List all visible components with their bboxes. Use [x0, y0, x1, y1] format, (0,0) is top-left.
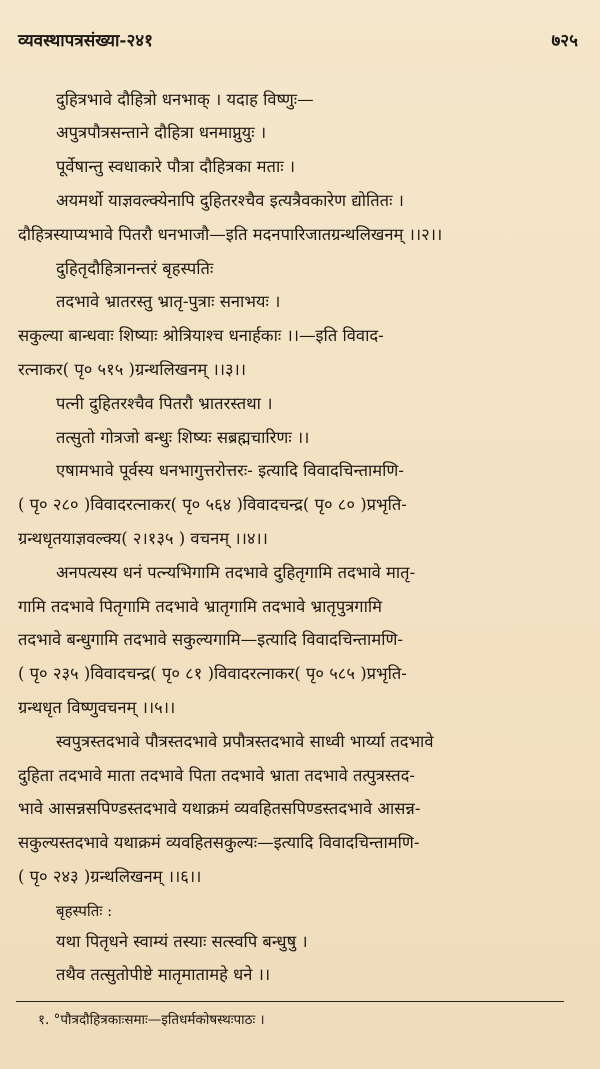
text-line: गामि तदभावे पितृगामि तदभावे भ्रातृगामि तदभावे भ्रातृपुत्रगामि	[18, 597, 383, 616]
text-line: दुहिता तदभावे माता तदभावे पिता तदभावे भ्राता तदभावे तत्पुत्रस्तद-	[18, 766, 415, 785]
text-line: सकुल्यस्तदभावे यथाक्रमं व्यवहितसकुल्यः—इत्यादि विवादचिन्तामणि-	[18, 833, 420, 852]
text-line: ग्रन्थधृतयाज्ञवल्क्य( २।१३५ ) वचनम् ।।४।।	[18, 529, 268, 548]
text-line: अनपत्यस्य धनं पत्न्यभिगामि तदभावे दुहितृगामि तदभावे मातृ-	[56, 563, 416, 582]
text-line: दुहितृदौहित्रानन्तरं बृहस्पतिः	[56, 259, 214, 278]
text-line: रत्नाकर( पृ० ५१५ )ग्रन्थलिखनम् ।।३।।	[18, 360, 247, 379]
text-line: ( पृ० २८० )विवादरत्नाकर( पृ० ५६४ )विवादचन्द्र( पृ० ८० )प्रभृति-	[18, 495, 407, 514]
verse-line: यथा पितृधने स्वाम्यं तस्याः सत्स्वपि बन्धुषु ।	[56, 932, 308, 951]
running-title: व्यवस्थापत्रसंख्या-२४१	[18, 31, 153, 51]
verse-line: पत्नी दुहितरश्चैव पितरौ भ्रातरस्तथा ।	[56, 394, 273, 413]
verse-line: पूर्वेषान्तु स्वधाकारे पौत्रा दौहित्रका मताः ।	[56, 157, 296, 176]
text-line: बृहस्पतिः :	[56, 902, 113, 920]
text-line: ( पृ० २३५ )विवादचन्द्र( पृ० ८१ )विवादरत्नाकर( पृ० ५८५ )प्रभृति-	[18, 664, 407, 683]
text-line: एषामभावे पूर्वस्य धनभागुत्तरोत्तरः- इत्यादि विवादचिन्तामणि-	[56, 461, 404, 480]
footnote: १. °पौत्रदौहित्रकाःसमाः—इतिधर्मकोषस्थःपाठः ।	[38, 1012, 265, 1028]
text-line: अयमर्थो याज्ञवल्क्येनापि दुहितरश्चैव इत्यत्रैवकारेण द्योतितः ।	[56, 191, 404, 210]
verse-line: तत्सुतो गोत्रजो बन्धुः शिष्यः सब्रह्मचारिणः ।।	[56, 428, 310, 447]
verse-line: सकुल्या बान्धवाः शिष्याः श्रोत्रियाश्च धनार्हकाः ।।—इति विवाद-	[18, 326, 384, 345]
text-line: तदभावे बन्धुगामि तदभावे सकुल्यगामि—इत्यादि विवादचिन्तामणि-	[18, 630, 403, 649]
footnote-divider	[16, 1001, 564, 1002]
text-line: भावे आसन्नसपिण्डस्तदभावे यथाक्रमं व्यवहितसपिण्डस्तदभावे आसन्न-	[18, 799, 421, 818]
text-line: दौहित्रस्याप्यभावे पितरौ धनभाजौ—इति मदनपारिजातग्रन्थलिखनम् ।।२।।	[18, 225, 443, 244]
verse-line: तदभावे भ्रातरस्तु भ्रातृ-पुत्राः सनाभयः ।	[56, 292, 281, 311]
page-number: ७२५	[551, 31, 578, 51]
text-line: ( पृ० २४३ )ग्रन्थलिखनम् ।।६।।	[18, 867, 202, 886]
verse-line: तथैव तत्सुतोपीष्टे मातृमातामहे धने ।।	[56, 965, 271, 984]
text-line: दुहित्रभावे दौहित्रो धनभाक् । यदाह विष्णुः—	[56, 90, 314, 109]
running-header	[18, 28, 578, 62]
text-line: स्वपुत्रस्तदभावे पौत्रस्तदभावे प्रपौत्रस्तदभावे साध्वी भार्य्या तदभावे	[56, 732, 434, 751]
text-line: ग्रन्थधृत विष्णुवचनम् ।।५।।	[18, 698, 176, 717]
verse-line: अपुत्रपौत्रसन्ताने दौहित्रा धनमाप्नुयुः ।	[56, 123, 267, 142]
